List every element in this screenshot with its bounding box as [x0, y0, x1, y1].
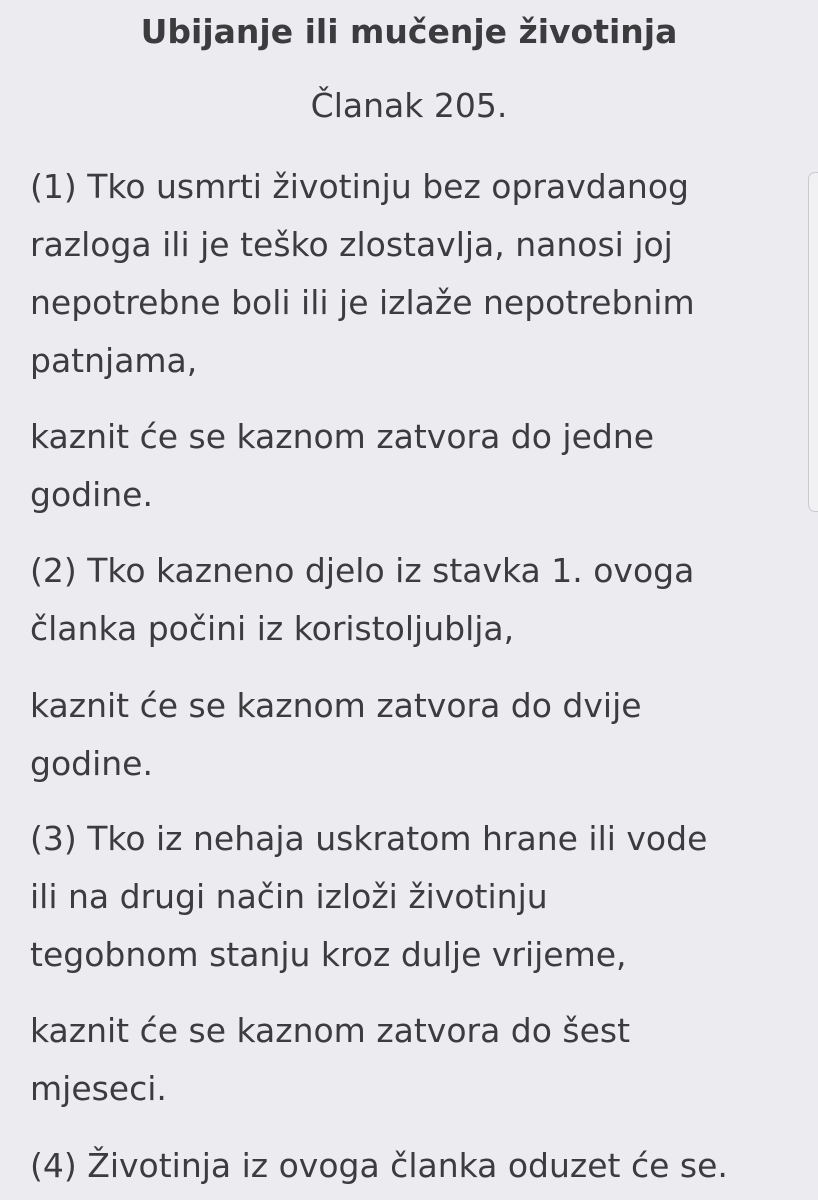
- scrollbar[interactable]: [808, 172, 818, 512]
- paragraph-1: (1) Tko usmrti životinju bez opravdanog razloga ili je teško zlostavlja, nanosi joj nepotrebne boli ili je izlaže nepotrebnim patnjama,: [30, 167, 695, 380]
- document-title: Ubijanje ili mučenje životinja: [140, 12, 678, 51]
- penalty-2: kaznit će se kaznom zatvora do dvije godine.: [30, 686, 642, 783]
- paragraph-2: (2) Tko kazneno djelo iz stavka 1. ovoga članka počini iz koristoljublja,: [30, 551, 695, 648]
- article-number: Članak 205.: [310, 86, 508, 125]
- paragraph-4: (4) Životinja iz ovoga članka oduzet će se.: [30, 1146, 728, 1185]
- penalty-1: kaznit će se kaznom zatvora do jedne godine.: [30, 417, 655, 514]
- paragraph-3: (3) Tko iz nehaja uskratom hrane ili vode ili na drugi način izloži životinju tegobnom stanju kroz dulje vrijeme,: [30, 819, 708, 974]
- penalty-3: kaznit će se kaznom zatvora do šest mjeseci.: [30, 1011, 631, 1108]
